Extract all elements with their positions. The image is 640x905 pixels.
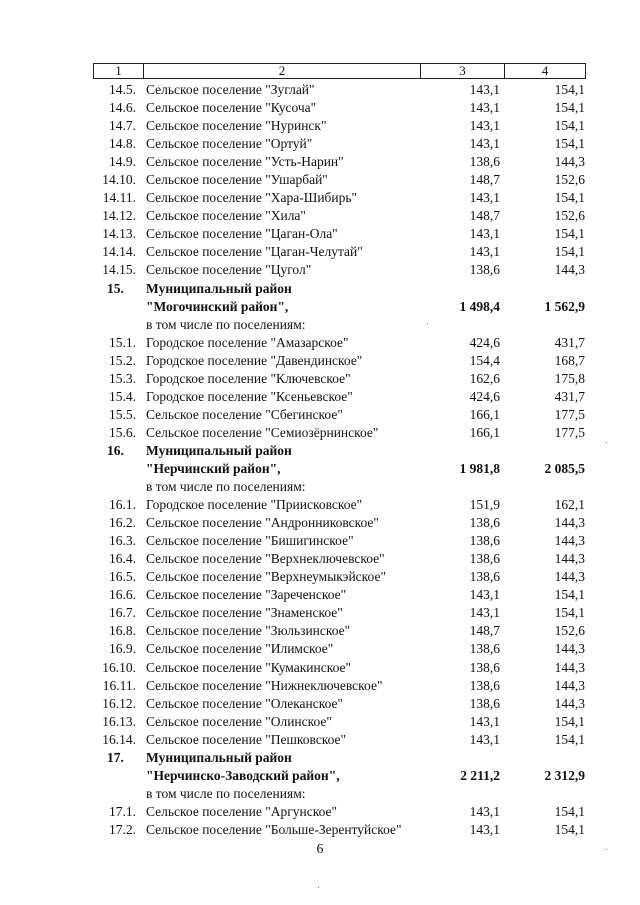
row-name: Сельское поселение "Зюльзинское" bbox=[146, 623, 351, 639]
row-name: Сельское поселение "Цаган-Ола" bbox=[146, 226, 338, 242]
row-number: 14.13. bbox=[102, 226, 136, 242]
row-name: Сельское поселение "Пешковское" bbox=[146, 731, 347, 747]
table-row bbox=[0, 785, 640, 803]
row-value-col3: 424,6 bbox=[469, 388, 500, 404]
row-value-col3: 148,7 bbox=[469, 623, 500, 639]
row-value-col4: 154,1 bbox=[554, 605, 585, 621]
scan-speck bbox=[318, 887, 319, 888]
row-value-col4: 154,1 bbox=[554, 100, 585, 116]
row-name: Сельское поселение "Знаменское" bbox=[146, 605, 343, 621]
scan-speck bbox=[606, 442, 607, 443]
table-row bbox=[0, 514, 640, 532]
table-row bbox=[0, 604, 640, 622]
table-row bbox=[0, 153, 640, 171]
table-row bbox=[0, 388, 640, 406]
table-row bbox=[0, 117, 640, 135]
row-value-col4: 144,3 bbox=[554, 551, 585, 567]
row-value-col3: 143,1 bbox=[469, 190, 500, 206]
row-number: 15. bbox=[107, 280, 124, 296]
row-value-col4: 154,1 bbox=[554, 821, 585, 837]
row-value-col4: 154,1 bbox=[554, 190, 585, 206]
row-value-col4: 168,7 bbox=[554, 352, 585, 368]
row-value-col4: 154,1 bbox=[554, 244, 585, 260]
row-value-col3: 138,6 bbox=[469, 569, 500, 585]
row-value-col3: 166,1 bbox=[469, 424, 500, 440]
table-row bbox=[0, 424, 640, 442]
table-row bbox=[0, 99, 640, 117]
row-number: 17. bbox=[107, 749, 124, 765]
column-header-2: 2 bbox=[144, 64, 421, 78]
row-value-col3: 148,7 bbox=[469, 208, 500, 224]
row-name: Сельское поселение "Сбегинское" bbox=[146, 406, 343, 422]
row-name: Городское поселение "Амазарское" bbox=[146, 334, 349, 350]
table-row bbox=[0, 568, 640, 586]
row-value-col3: 138,6 bbox=[469, 551, 500, 567]
table-row bbox=[0, 352, 640, 370]
table-row bbox=[0, 442, 640, 460]
row-number: 17.1. bbox=[109, 803, 136, 819]
row-name: Сельское поселение "Семиозёрнинское" bbox=[146, 424, 379, 440]
row-value-col3: 143,1 bbox=[469, 605, 500, 621]
table-row bbox=[0, 316, 640, 334]
row-value-col4: 144,3 bbox=[554, 677, 585, 693]
row-name: Сельское поселение "Нуринск" bbox=[146, 118, 327, 134]
table-row bbox=[0, 225, 640, 243]
row-number: 15.6. bbox=[109, 424, 136, 440]
row-name: Сельское поселение "Илимское" bbox=[146, 641, 334, 657]
row-value-col4: 144,3 bbox=[554, 533, 585, 549]
row-number: 14.5. bbox=[109, 82, 136, 97]
row-value-col4: 154,1 bbox=[554, 136, 585, 152]
row-number: 14.15. bbox=[102, 262, 136, 278]
row-number: 14.7. bbox=[109, 118, 136, 134]
row-number: 16.11. bbox=[102, 677, 136, 693]
table-row bbox=[0, 586, 640, 604]
row-value-col4: 152,6 bbox=[554, 623, 585, 639]
table-header bbox=[93, 63, 586, 79]
row-value-col3: 138,6 bbox=[469, 659, 500, 675]
scan-speck bbox=[606, 849, 607, 850]
row-value-col3: 166,1 bbox=[469, 406, 500, 422]
row-value-col3: 138,6 bbox=[469, 262, 500, 278]
row-name: Сельское поселение "Нижнеключевское" bbox=[146, 677, 383, 693]
row-name: Городское поселение "Ключевское" bbox=[146, 370, 351, 386]
table-row bbox=[0, 280, 640, 298]
row-name: "Могочинский район", bbox=[146, 298, 289, 314]
row-value-col3: 143,1 bbox=[469, 731, 500, 747]
column-header-1: 1 bbox=[94, 64, 144, 78]
row-number: 16. bbox=[107, 442, 124, 458]
table-row bbox=[0, 821, 640, 839]
row-value-col4: 152,6 bbox=[554, 172, 585, 188]
table-row bbox=[0, 695, 640, 713]
row-value-col4: 2 085,5 bbox=[544, 460, 585, 476]
table-row bbox=[0, 767, 640, 785]
table-row bbox=[0, 406, 640, 424]
row-name: Сельское поселение "Бишигинское" bbox=[146, 533, 354, 549]
row-name: Муниципальный район bbox=[146, 749, 292, 765]
table-row bbox=[0, 713, 640, 731]
row-name: Сельское поселение "Хила" bbox=[146, 208, 306, 224]
row-name: Сельское поселение "Андронниковское" bbox=[146, 515, 379, 531]
row-value-col3: 138,6 bbox=[469, 677, 500, 693]
page-number: 6 bbox=[316, 842, 324, 857]
row-number: 14.9. bbox=[109, 154, 136, 170]
table-row bbox=[0, 622, 640, 640]
row-value-col3: 143,1 bbox=[469, 100, 500, 116]
row-value-col3: 138,6 bbox=[469, 533, 500, 549]
row-value-col3: 143,1 bbox=[469, 226, 500, 242]
row-number: 16.2. bbox=[109, 515, 136, 531]
row-value-col4: 154,1 bbox=[554, 82, 585, 97]
row-value-col4: 175,8 bbox=[554, 370, 585, 386]
table-row bbox=[0, 496, 640, 514]
row-value-col4: 154,1 bbox=[554, 587, 585, 603]
row-name: Городское поселение "Приисковское" bbox=[146, 497, 363, 513]
row-value-col3: 138,6 bbox=[469, 641, 500, 657]
row-name: в том числе по поселениям: bbox=[146, 479, 306, 495]
row-value-col3: 143,1 bbox=[469, 713, 500, 729]
row-name: Сельское поселение "Ортуй" bbox=[146, 136, 313, 152]
row-name: Муниципальный район bbox=[146, 442, 292, 458]
row-value-col4: 154,1 bbox=[554, 731, 585, 747]
row-name: Сельское поселение "Больше-Зерентуйское" bbox=[146, 821, 402, 837]
row-number: 14.6. bbox=[109, 100, 136, 116]
row-number: 15.2. bbox=[109, 352, 136, 368]
row-value-col3: 162,6 bbox=[469, 370, 500, 386]
row-name: Городское поселение "Давендинское" bbox=[146, 352, 363, 368]
table-row bbox=[0, 171, 640, 189]
row-value-col4: 2 312,9 bbox=[544, 767, 585, 783]
row-name: Сельское поселение "Зуглай" bbox=[146, 82, 315, 97]
row-number: 16.5. bbox=[109, 569, 136, 585]
table-row bbox=[0, 659, 640, 677]
row-value-col4: 154,1 bbox=[554, 226, 585, 242]
row-name: в том числе по поселениям: bbox=[146, 785, 306, 801]
row-value-col4: 144,3 bbox=[554, 641, 585, 657]
row-value-col4: 154,1 bbox=[554, 803, 585, 819]
row-name: "Нерчинско-Заводский район", bbox=[146, 767, 340, 783]
table-row bbox=[0, 135, 640, 153]
row-number: 16.10. bbox=[102, 659, 136, 675]
table-row bbox=[0, 749, 640, 767]
table-row bbox=[0, 370, 640, 388]
row-name: Сельское поселение "Ушарбай" bbox=[146, 172, 328, 188]
row-value-col3: 143,1 bbox=[469, 118, 500, 134]
row-number: 16.1. bbox=[109, 497, 136, 513]
row-number: 15.3. bbox=[109, 370, 136, 386]
row-name: Сельское поселение "Усть-Нарин" bbox=[146, 154, 344, 170]
row-number: 16.6. bbox=[109, 587, 136, 603]
table-row bbox=[0, 189, 640, 207]
row-number: 14.12. bbox=[102, 208, 136, 224]
row-number: 17.2. bbox=[109, 821, 136, 837]
row-value-col4: 177,5 bbox=[554, 406, 585, 422]
table-row bbox=[0, 532, 640, 550]
column-header-4: 4 bbox=[541, 63, 549, 78]
row-value-col3: 143,1 bbox=[469, 244, 500, 260]
row-number: 16.7. bbox=[109, 605, 136, 621]
row-name: Сельское поселение "Верхнеключевское" bbox=[146, 551, 385, 567]
row-value-col3: 138,6 bbox=[469, 154, 500, 170]
row-number: 16.3. bbox=[109, 533, 136, 549]
table-row bbox=[0, 731, 640, 749]
table-row bbox=[0, 243, 640, 261]
row-value-col3: 151,9 bbox=[469, 497, 500, 513]
table-row bbox=[0, 677, 640, 695]
table-row bbox=[0, 460, 640, 478]
row-value-col4: 154,1 bbox=[554, 118, 585, 134]
row-value-col3: 138,6 bbox=[469, 695, 500, 711]
row-name: Сельское поселение "Цаган-Челутай" bbox=[146, 244, 363, 260]
row-value-col4: 162,1 bbox=[554, 497, 585, 513]
row-value-col4: 431,7 bbox=[554, 334, 585, 350]
row-name: Сельское поселение "Хара-Шибирь" bbox=[146, 190, 358, 206]
row-value-col3: 143,1 bbox=[469, 821, 500, 837]
row-value-col4: 431,7 bbox=[554, 388, 585, 404]
row-value-col4: 144,3 bbox=[554, 695, 585, 711]
row-value-col4: 152,6 bbox=[554, 208, 585, 224]
row-number: 14.10. bbox=[102, 172, 136, 188]
row-name: Сельское поселение "Аргунское" bbox=[146, 803, 338, 819]
row-value-col4: 154,1 bbox=[554, 713, 585, 729]
row-value-col3: 2 211,2 bbox=[460, 767, 500, 783]
row-value-col4: 144,3 bbox=[554, 262, 585, 278]
row-name: Сельское поселение "Кусоча" bbox=[146, 100, 317, 116]
row-value-col4: 144,3 bbox=[554, 154, 585, 170]
table-row bbox=[0, 81, 640, 99]
column-header-3: 3 bbox=[421, 64, 505, 78]
row-number: 16.8. bbox=[109, 623, 136, 639]
row-number: 16.9. bbox=[109, 641, 136, 657]
row-number: 14.11. bbox=[102, 190, 136, 206]
row-value-col3: 148,7 bbox=[469, 172, 500, 188]
table-row bbox=[0, 207, 640, 225]
table-row bbox=[0, 803, 640, 821]
row-value-col3: 154,4 bbox=[469, 352, 500, 368]
table-body bbox=[0, 81, 640, 839]
table-row bbox=[0, 334, 640, 352]
row-name: "Нерчинский район", bbox=[146, 460, 281, 476]
table-row bbox=[0, 640, 640, 658]
scan-speck bbox=[427, 323, 428, 324]
row-number: 16.4. bbox=[109, 551, 136, 567]
row-number: 16.13. bbox=[102, 713, 136, 729]
row-value-col3: 143,1 bbox=[469, 82, 500, 97]
row-name: Сельское поселение "Верхнеумыкэйское" bbox=[146, 569, 386, 585]
row-value-col4: 144,3 bbox=[554, 515, 585, 531]
row-name: Сельское поселение "Олеканское" bbox=[146, 695, 344, 711]
row-value-col3: 143,1 bbox=[469, 136, 500, 152]
row-number: 15.1. bbox=[109, 334, 136, 350]
row-name: Сельское поселение "Цугол" bbox=[146, 262, 312, 278]
row-number: 16.12. bbox=[102, 695, 136, 711]
row-name: Городское поселение "Ксеньевское" bbox=[146, 388, 353, 404]
row-value-col4: 177,5 bbox=[554, 424, 585, 440]
row-value-col3: 143,1 bbox=[469, 587, 500, 603]
row-value-col3: 143,1 bbox=[469, 803, 500, 819]
row-name: Сельское поселение "Зареченское" bbox=[146, 587, 347, 603]
table-row bbox=[0, 550, 640, 568]
table-row bbox=[0, 261, 640, 279]
row-number: 15.4. bbox=[109, 388, 136, 404]
row-value-col4: 144,3 bbox=[554, 569, 585, 585]
row-number: 14.14. bbox=[102, 244, 136, 260]
row-value-col4: 1 562,9 bbox=[544, 298, 585, 314]
row-value-col3: 1 981,8 bbox=[459, 460, 500, 476]
row-name: в том числе по поселениям: bbox=[146, 316, 306, 332]
row-value-col3: 1 498,4 bbox=[459, 298, 500, 314]
row-number: 16.14. bbox=[102, 731, 136, 747]
row-name: Муниципальный район bbox=[146, 280, 292, 296]
row-number: 15.5. bbox=[109, 406, 136, 422]
row-value-col3: 424,6 bbox=[469, 334, 500, 350]
row-number: 14.8. bbox=[109, 136, 136, 152]
row-value-col4: 144,3 bbox=[554, 659, 585, 675]
row-name: Сельское поселение "Олинское" bbox=[146, 713, 332, 729]
row-name: Сельское поселение "Кумакинское" bbox=[146, 659, 352, 675]
table-row bbox=[0, 298, 640, 316]
table-row bbox=[0, 478, 640, 496]
row-value-col3: 138,6 bbox=[469, 515, 500, 531]
